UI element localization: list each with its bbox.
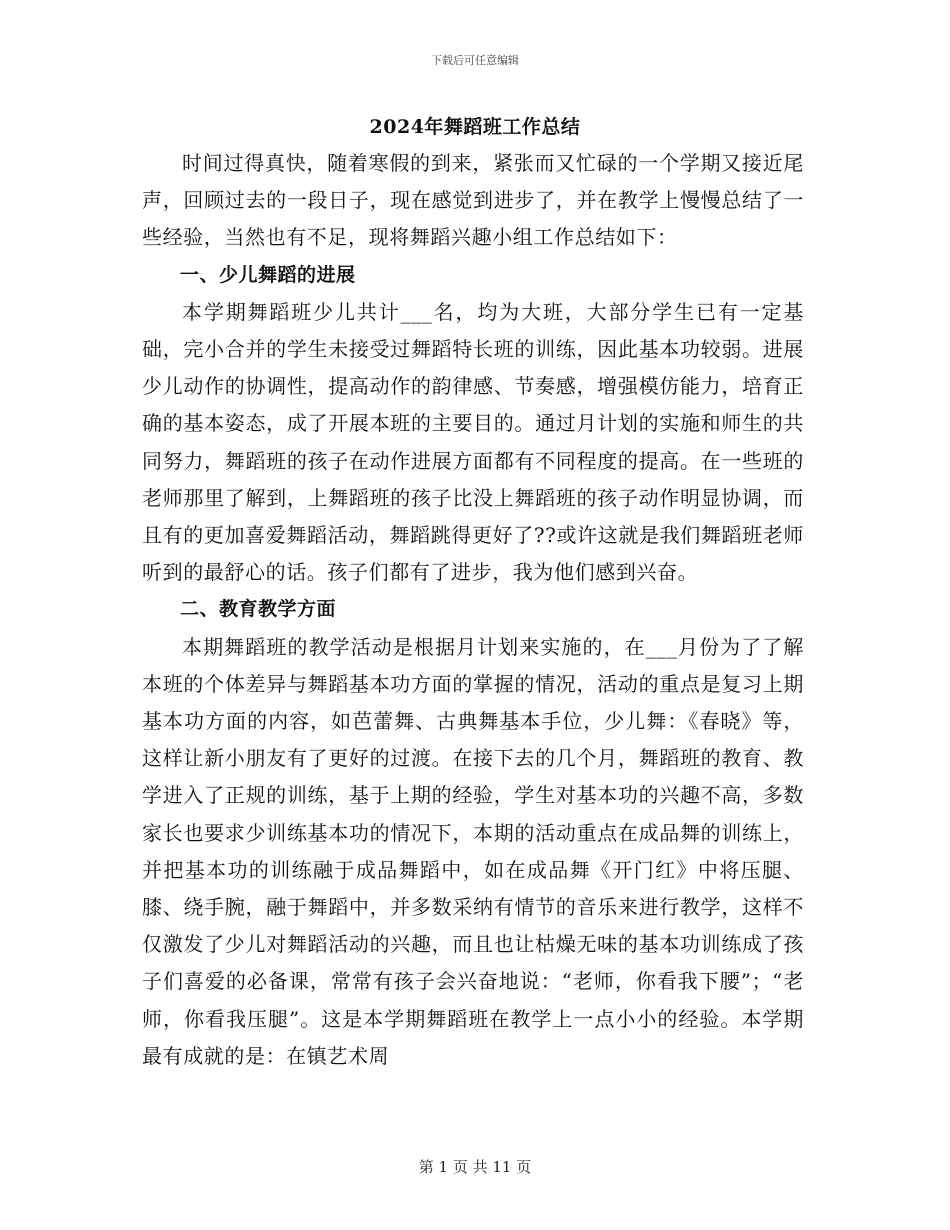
section-paragraph-progress: 本学期舞蹈班少儿共计___名，均为大班，大部分学生已有一定基础，完小合并的学生未接受过舞蹈特长班的训练，因此基本功较弱。进展少儿动作的协调性，提高动作的韵律感、节奏感，增强模仿能力，培育正确的基本姿态，成了开展本班的主要目的。通过月计划的实施和师生的共同努力，舞蹈班的孩子在动作进展方面都有不同程度的提高。在一些班的老师那里了解到，上舞蹈班的孩子比没上舞蹈班的孩子动作明显协调，而且有的更加喜爱舞蹈活动，舞蹈跳得更好了??或许这就是我们舞蹈班老师听到的最舒心的话。孩子们都有了进步，我为他们感到兴奋。 [142, 299, 804, 585]
page-number: 第 1 页 共 11 页 [418, 1158, 532, 1176]
section-heading-teaching: 二、教育教学方面 [180, 598, 337, 621]
section-heading-progress: 一、少儿舞蹈的进展 [180, 263, 356, 286]
section-paragraph-teaching: 本期舞蹈班的教学活动是根据月计划来实施的，在___月份为了了解本班的个体差异与舞蹈基本功方面的掌握的情况，活动的重点是复习上期基本功方面的内容，如芭蕾舞、古典舞基本手位，少儿舞：《春晓》等，这样让新小朋友有了更好的过渡。在接下去的几个月，舞蹈班的教育、教学进入了正规的训练，基于上期的经验，学生对基本功的兴趣不高，多数家长也要求少训练基本功的情况下，本期的活动重点在成品舞的训练上，并把基本功的训练融于成品舞蹈中，如在成品舞《开门红》中将压腿、膝、绕手腕，融于舞蹈中，并多数采纳有情节的音乐来进行教学，这样不仅激发了少儿对舞蹈活动的兴趣，而且也让枯燥无味的基本功训练成了孩子们喜爱的必备课，常常有孩子会兴奋地说：“老师，你看我下腰”；“老师，你看我压腿”。这是本学期舞蹈班在教学上一点小小的经验。本学期最有成就的是：在镇艺术周 [142, 634, 804, 1068]
document-title: 2024年舞蹈班工作总结 [369, 116, 581, 138]
intro-paragraph: 时间过得真快，随着寒假的到来，紧张而又忙碌的一个学期又接近尾声，回顾过去的一段日子，现在感觉到进步了，并在教学上慢慢总结了一些经验，当然也有不足，现将舞蹈兴趣小组工作总结如下： [142, 151, 804, 250]
header-note: 下载后可任意编辑 [431, 54, 519, 67]
document-body [142, 145, 804, 1075]
